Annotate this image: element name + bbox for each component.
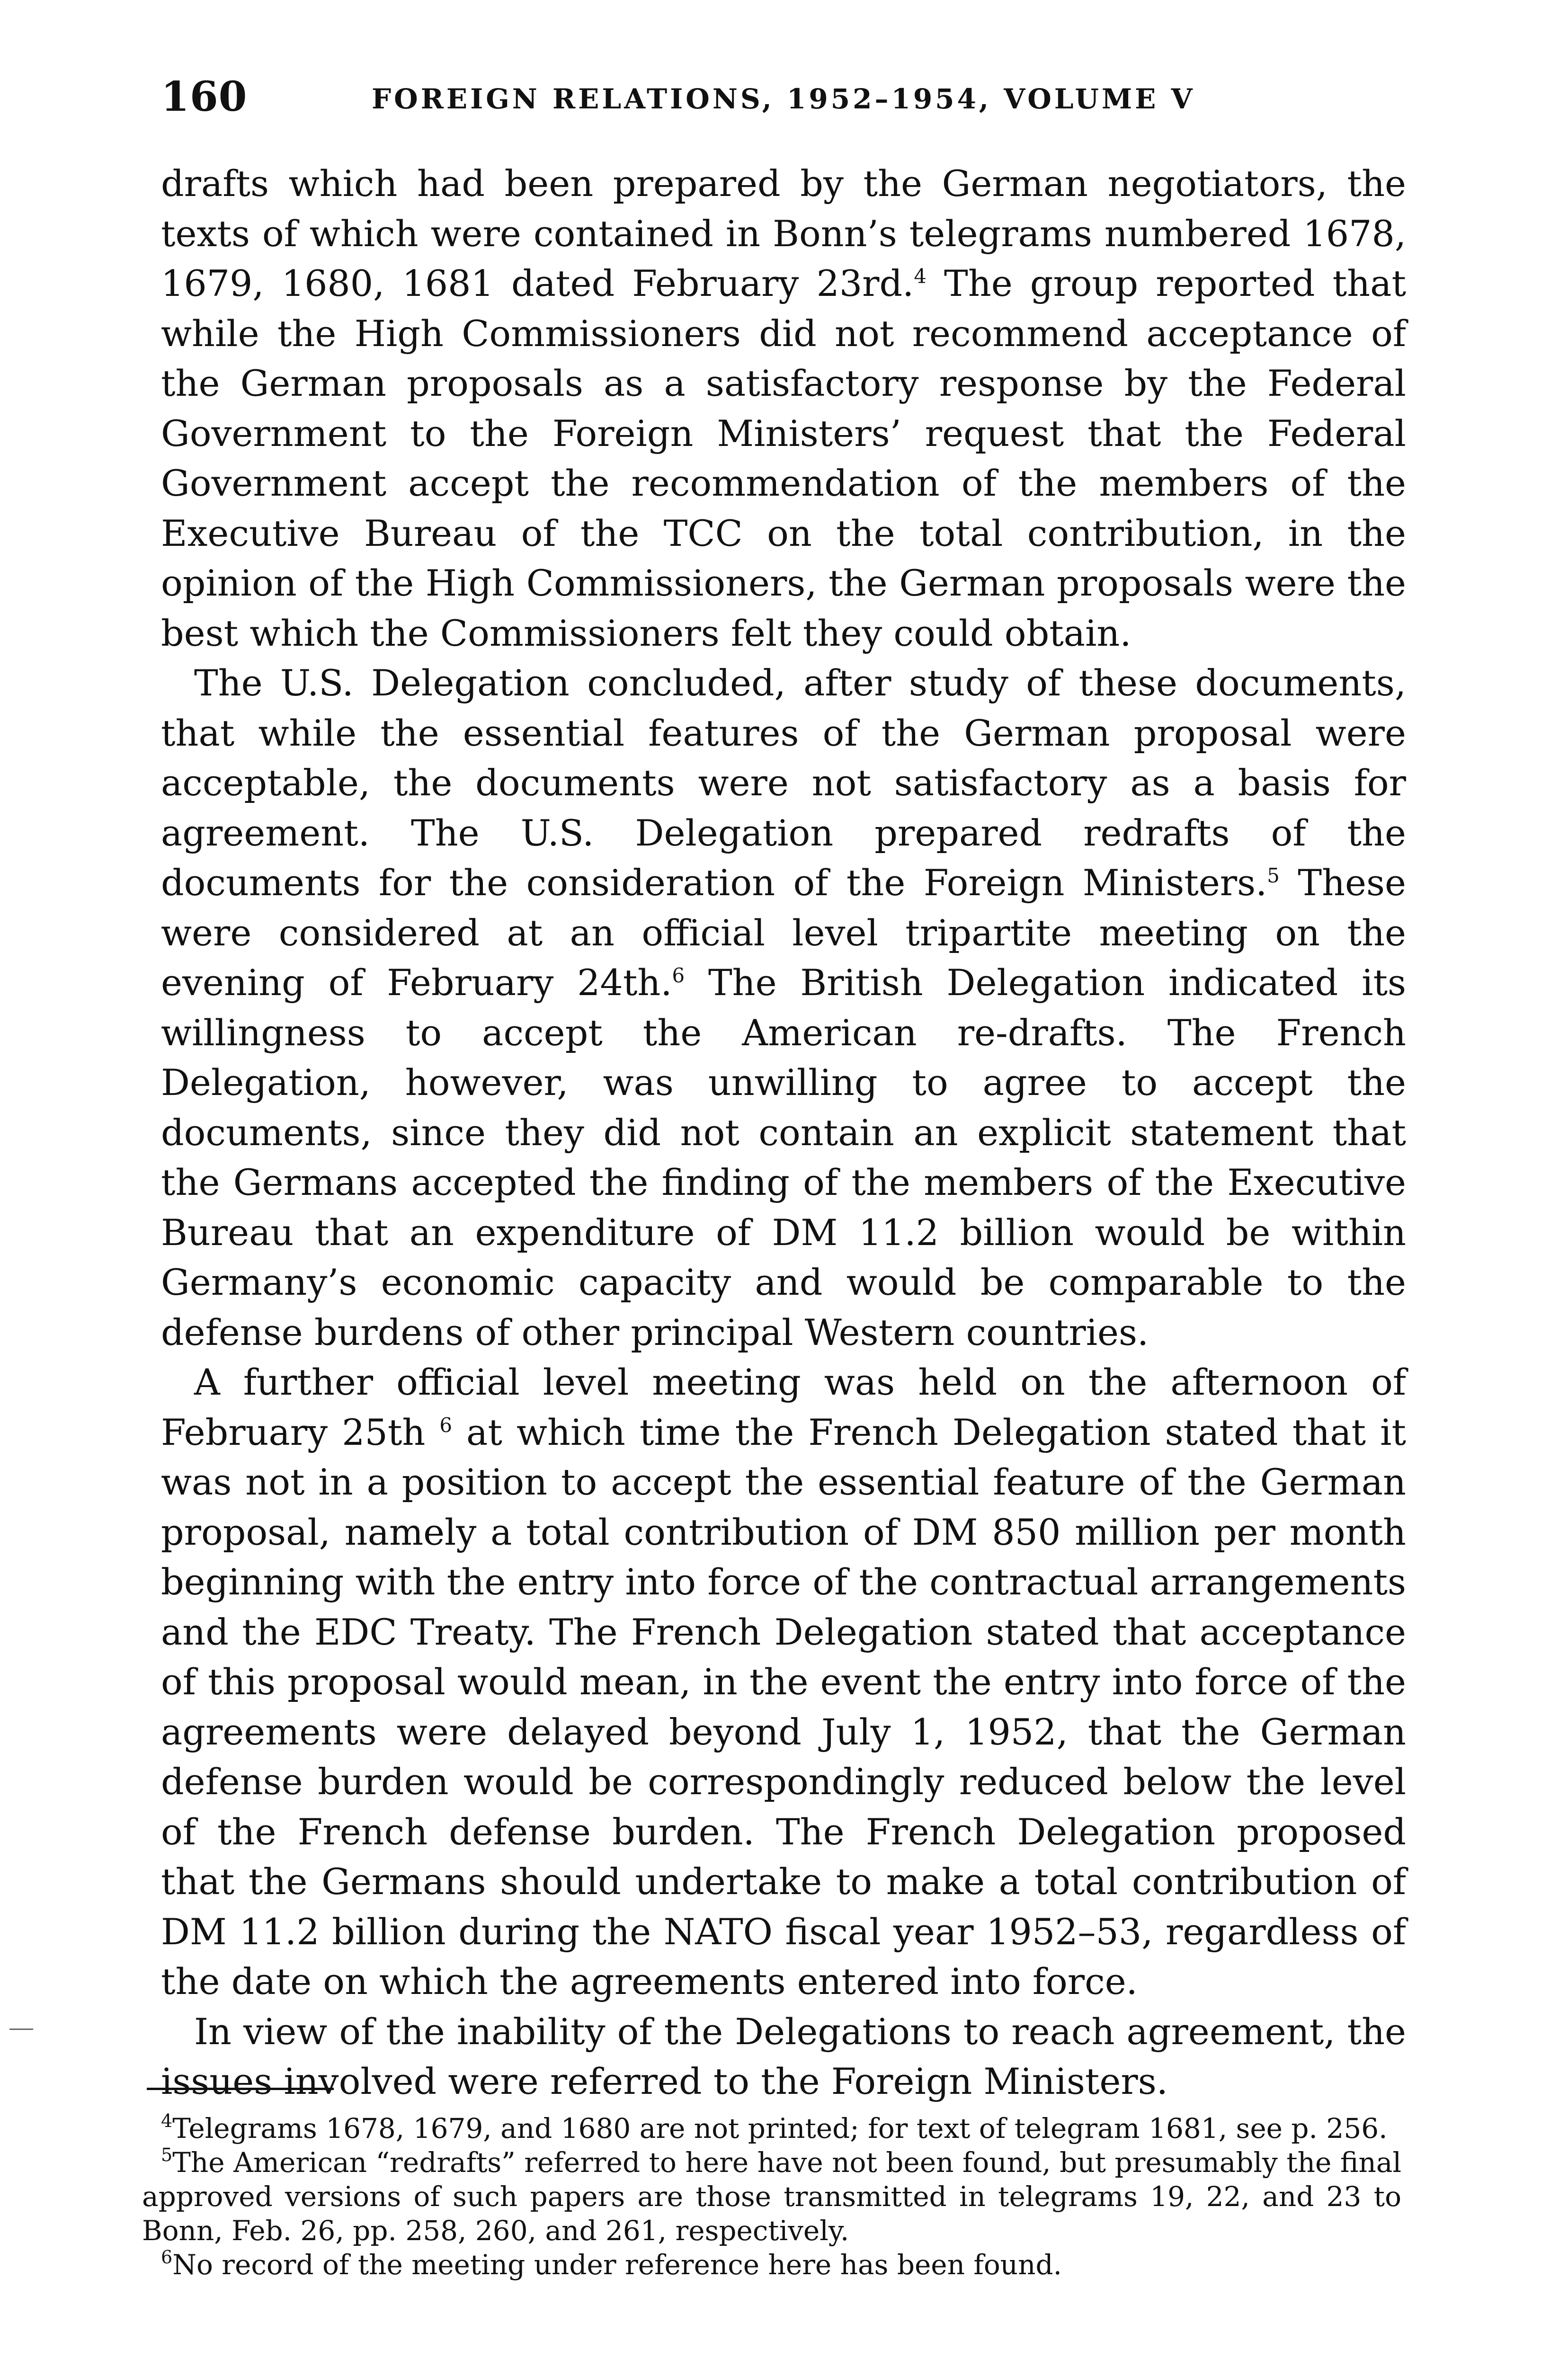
footnote-ref: 4: [914, 264, 927, 288]
paragraph-text: The British Delegation indicated its willingness to accept the American re-drafts. The French Delegation, however, was unwilling to agree to accept the documents, since they did not contain an explicit statement that the Germans accepted the finding of the members of the Executive Bureau that an expenditure of DM 11.2 billion would be within Germany’s economic capacity and would be comparable to the defense burdens of other principal Western countries.: [161, 961, 1406, 1353]
running-title: FOREIGN RELATIONS, 1952–1954, VOLUME V: [372, 83, 1195, 115]
footnotes: [142, 2111, 1401, 2282]
footnote-marker: 6: [161, 2247, 173, 2268]
footnote-marker: 4: [161, 2110, 173, 2132]
paragraph: [161, 1357, 1406, 2007]
paragraph: [161, 2007, 1406, 2107]
paragraph: [161, 658, 1406, 1357]
paragraph-text: A further official level meeting was held on the afternoon of February 25th: [161, 1361, 1406, 1453]
footnote-text: Telegrams 1678, 1679, and 1680 are not printed; for text of telegram 1681, see p. 256.: [172, 2112, 1388, 2145]
paragraph-text: In view of the inability of the Delegations to reach agreement, the issues involved were referred to the Foreign Ministers.: [161, 2010, 1406, 2102]
footnote-marker: 5: [161, 2145, 173, 2166]
paragraph-text: drafts which had been prepared by the German negotiators, the texts of which were contained in Bonn’s telegrams numbered 1678, 1679, 1680, 1681 dated February 23rd.: [161, 162, 1406, 304]
paragraph-text: at which time the French Delegation stated that it was not in a position to accept the essential feature of the German proposal, namely a total contribution of DM 850 million per month beginning with the entry into force of the contractual arrangements and the EDC Treaty. The French Delegation stated that acceptance of this proposal would mean, in the event the entry into force of the agreements were delayed beyond July 1, 1952, that the German defense burden would be correspondingly reduced below the level of the French defense burden. The French Delegation proposed that the Germans should undertake to make a total contribution of DM 11.2 billion during the NATO fiscal year 1952–53, regardless of the date on which the agreements entered into force.: [161, 1411, 1406, 2002]
footnote-rule: [147, 2088, 334, 2090]
paragraph-text: The group reported that while the High Commissioners did not recommend acceptance of the German proposals as a satisfactory response by the Federal Government to the Foreign Ministers’ request that the Federal Government accept the recommendation of the members of the Executive Bureau of the TCC on the total contribution, in the opinion of the High Commissioners, the German proposals were the best which the Commissioners felt they could obtain.: [161, 262, 1406, 654]
footnote: [142, 2145, 1401, 2248]
paragraph: [161, 159, 1406, 658]
body-text: [161, 159, 1406, 2107]
page-number: 160: [161, 73, 248, 121]
footnote: [142, 2248, 1401, 2282]
footnote-ref: 6: [439, 1413, 452, 1437]
footnote-ref: 6: [672, 963, 685, 987]
footnote-text: The American “redrafts” referred to here have not been found, but presumably the final approved versions of such papers are those transmitted in telegrams 19, 22, and 23 to Bonn, Feb. 26, pp. 258, 260, and 261, respectively.: [142, 2146, 1401, 2247]
page-header: [161, 71, 1420, 123]
footnote: [142, 2111, 1401, 2145]
paragraph-text: The U.S. Delegation concluded, after study of these documents, that while the essential features of the German proposal were acceptable, the documents were not satisfactory as a basis for agreement. The U.S. Delegation prepared redrafts of the documents for the consideration of the Foreign Ministers.: [161, 662, 1406, 904]
footnote-text: No record of the meeting under reference here has been found.: [172, 2249, 1062, 2281]
footnote-ref: 5: [1267, 863, 1280, 887]
margin-mark: [9, 2029, 33, 2030]
paragraph-text: These were considered at an official level tripartite meeting on the evening of February 24th.: [161, 862, 1406, 1004]
